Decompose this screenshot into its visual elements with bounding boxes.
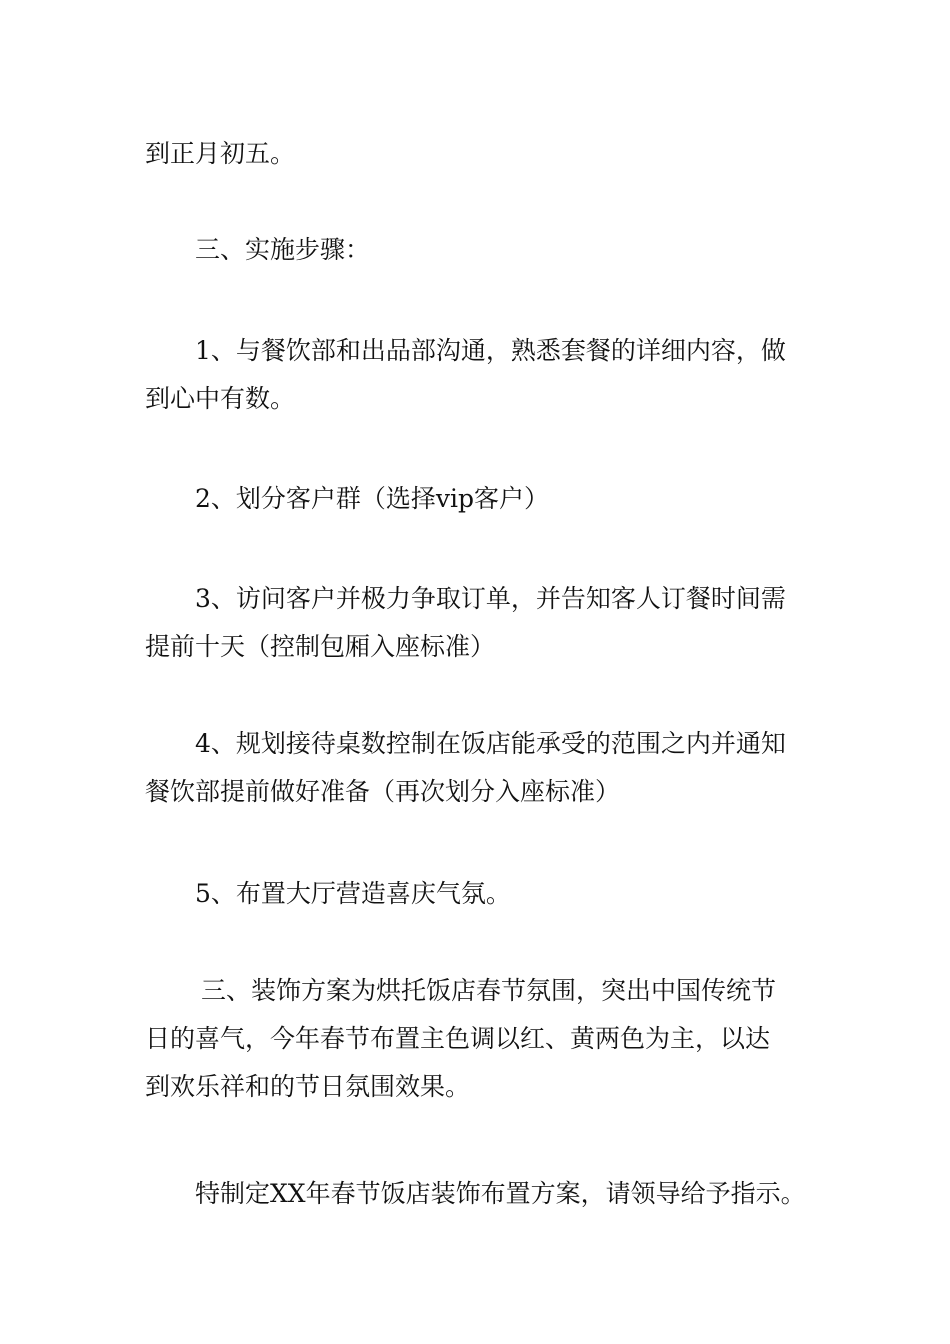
decoration-plan-paragraph [145,967,810,1111]
text-line: 到正月初五。 [145,139,296,168]
section-heading-implementation-steps [145,226,810,274]
text-line: 2、划分客户群（选择vip客户） [195,484,550,513]
text-line: 三、装饰方案为烘托饭店春节氛围，突出中国传统节 [201,976,777,1005]
paragraph-ending-previous [145,130,810,178]
text-line: 提前十天（控制包厢入座标准） [145,632,496,661]
text-line: 特制定XX年春节饭店装饰布置方案，请领导给予指示。 [195,1179,806,1208]
step-3-paragraph [145,575,810,671]
text-line: 5、布置大厅营造喜庆气氛。 [195,879,511,908]
step-4-paragraph [145,720,810,816]
text-line: 3、访问客户并极力争取订单，并告知客人订餐时间需 [195,584,786,613]
step-1-paragraph [145,327,810,423]
text-line: 4、规划接待桌数控制在饭店能承受的范围之内并通知 [195,729,786,758]
step-2-paragraph [145,475,810,523]
text-line: 三、实施步骤： [195,235,371,264]
text-line: 1、与餐饮部和出品部沟通，熟悉套餐的详细内容，做 [195,336,786,365]
text-line: 到欢乐祥和的节日氛围效果。 [145,1072,471,1101]
text-line: 餐饮部提前做好准备（再次划分入座标准） [145,777,621,806]
closing-paragraph [145,1170,810,1218]
text-line: 日的喜气，今年春节布置主色调以红、黄两色为主，以达 [145,1024,771,1053]
text-line: 到心中有数。 [145,384,296,413]
step-5-paragraph [145,870,810,918]
